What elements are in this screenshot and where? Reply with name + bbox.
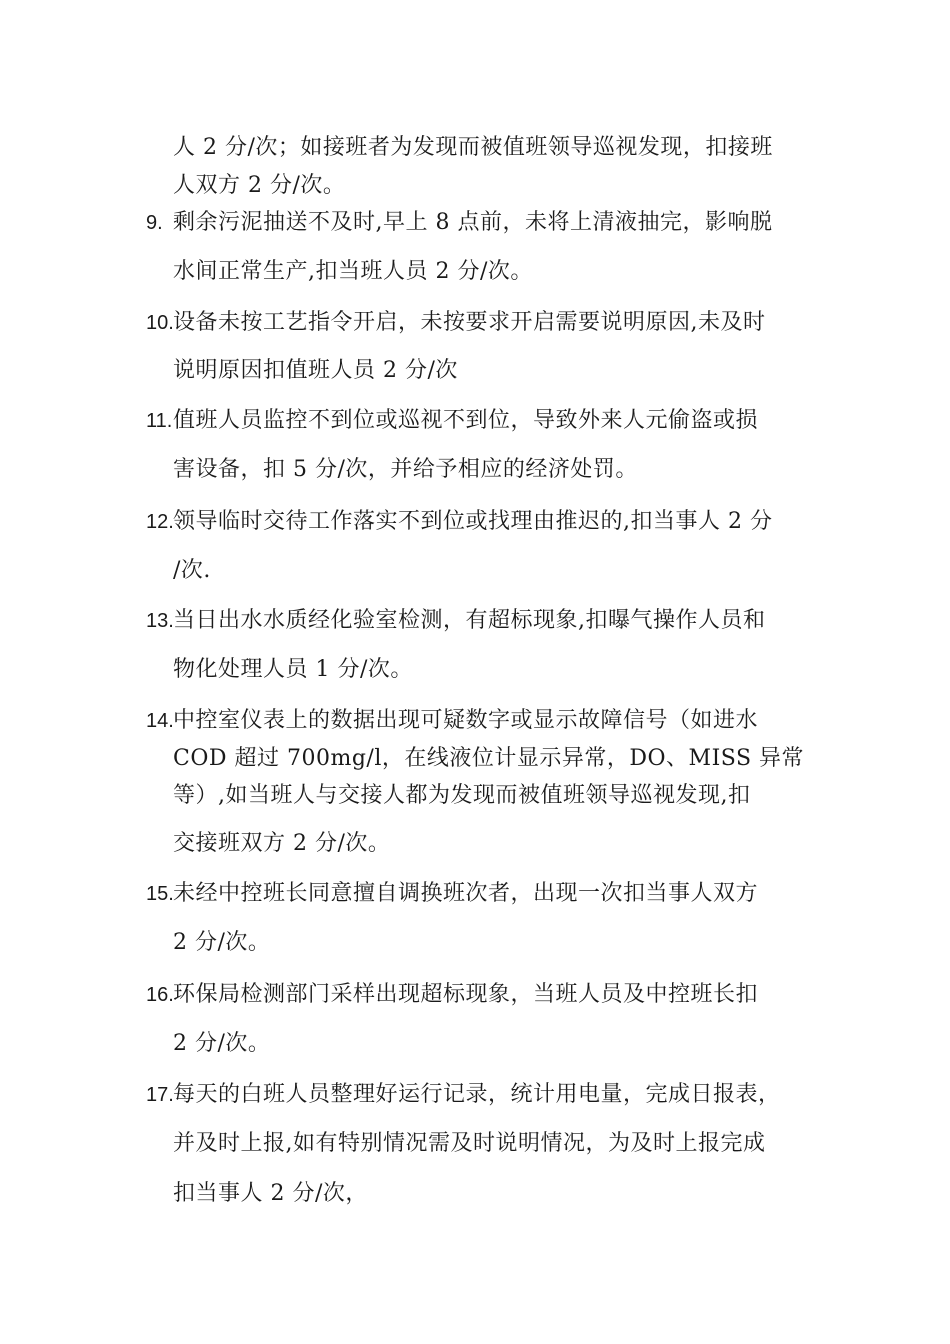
list-item-14-line-4: 交接班双方 2 分/次。 [173, 831, 391, 856]
list-item-12-line-2: /次. [173, 558, 211, 583]
list-item-number-12: 12. [146, 511, 174, 533]
list-item-17-line-2: 并及时上报,如有特别情况需及时说明情况，为及时上报完成 [173, 1131, 766, 1156]
list-item-17-line-3: 扣当事人 2 分/次， [173, 1181, 368, 1206]
list-item-16-line-2: 2 分/次。 [173, 1031, 271, 1056]
list-item-9-line-2: 水间正常生产,扣当班人员 2 分/次。 [173, 259, 533, 284]
list-item-10-line-2: 说明原因扣值班人员 2 分/次 [173, 358, 458, 383]
list-item-11-line-2: 害设备，扣 5 分/次，并给予相应的经济处罚。 [173, 457, 638, 482]
list-item-16-line-1: 环保局检测部门采样出现超标现象，当班人员及中控班长扣 [173, 982, 759, 1007]
list-item-number-14: 14. [146, 710, 174, 732]
list-item-14-line-1: 中控室仪表上的数据出现可疑数字或显示故障信号（如进水 [173, 708, 759, 733]
list-item-number-13: 13. [146, 610, 174, 632]
list-item-9-line-1: 剩余污泥抽送不及时,早上 8 点前，未将上清液抽完，影响脱 [173, 210, 773, 235]
list-item-number-11: 11. [146, 410, 173, 432]
list-item-number-16: 16. [146, 984, 174, 1006]
list-item-number-17: 17. [146, 1084, 174, 1106]
list-item-number-15: 15. [146, 883, 174, 905]
list-item-15-line-1: 未经中控班长同意擅自调换班次者，出现一次扣当事人双方 [173, 881, 759, 906]
continuation-line-2: 人双方 2 分/次。 [173, 173, 346, 198]
list-item-17-line-1: 每天的白班人员整理好运行记录，统计用电量，完成日报表， [173, 1082, 781, 1107]
list-item-11-line-1: 值班人员监控不到位或巡视不到位，导致外来人元偷盗或损 [173, 408, 759, 433]
list-item-number-9: 9. [146, 212, 163, 234]
list-item-10-line-1: 设备未按工艺指令开启，未按要求开启需要说明原因,未及时 [173, 310, 766, 335]
continuation-line-1: 人 2 分/次；如接班者为发现而被值班领导巡视发现，扣接班 [173, 135, 773, 160]
list-item-12-line-1: 领导临时交待工作落实不到位或找理由推迟的,扣当事人 2 分 [173, 509, 773, 534]
list-item-15-line-2: 2 分/次。 [173, 930, 271, 955]
list-item-number-10: 10. [146, 312, 174, 334]
list-item-13-line-1: 当日出水水质经化验室检测，有超标现象,扣曝气操作人员和 [173, 608, 766, 633]
list-item-13-line-2: 物化处理人员 1 分/次。 [173, 657, 413, 682]
list-item-14-line-2: COD 超过 700mg/l，在线液位计显示异常，DO、MISS 异常 [173, 746, 805, 771]
list-item-14-line-3: 等）,如当班人与交接人都为发现而被值班领导巡视发现,扣 [173, 783, 751, 808]
